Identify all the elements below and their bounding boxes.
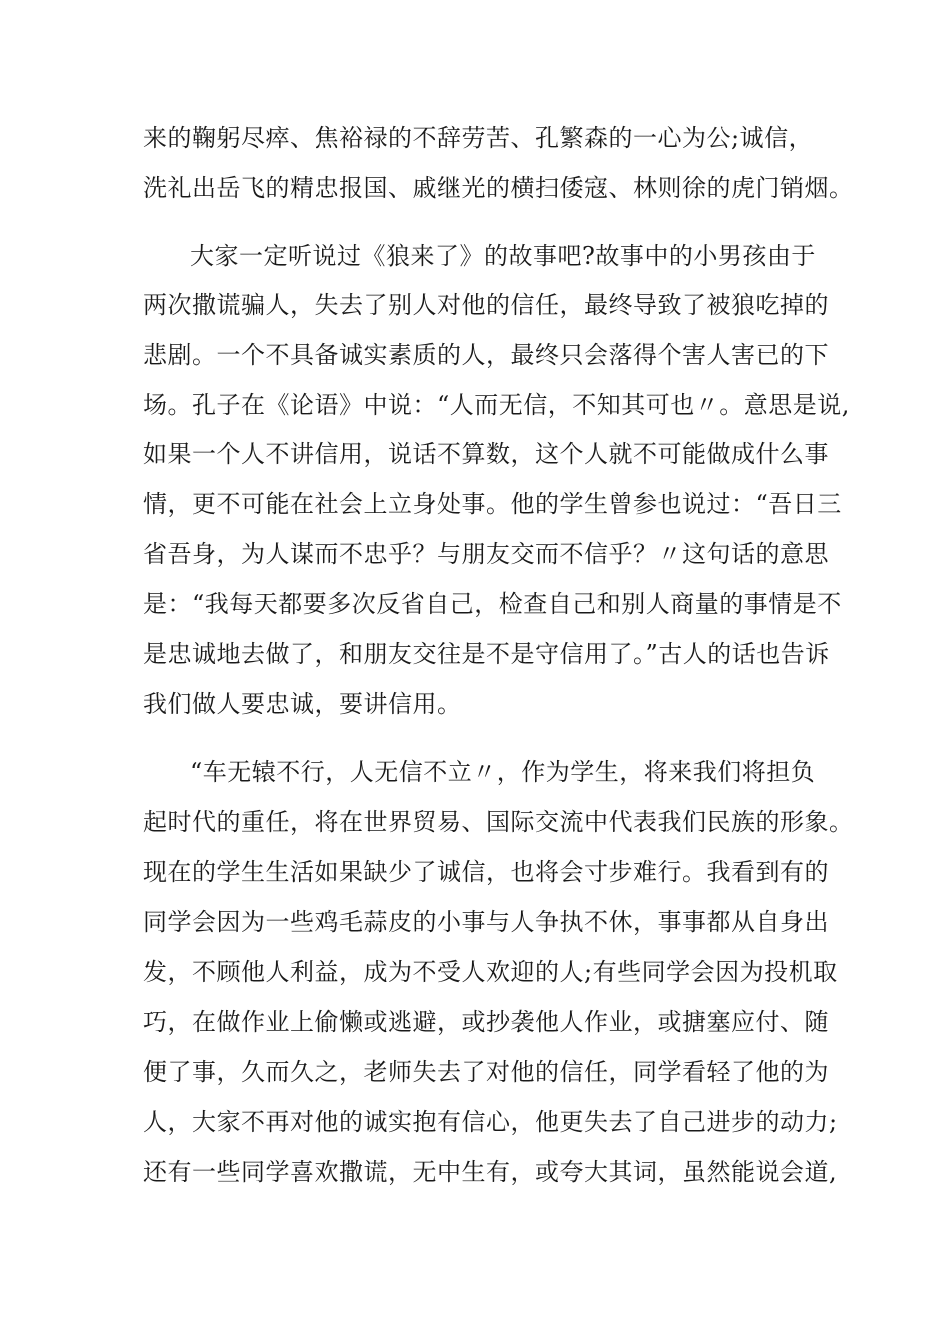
text-line: “车无辕不行，人无信不立〃，作为学生，将来我们将担负 — [190, 758, 816, 786]
text-line: 人，大家不再对他的诚实抱有信心，他更失去了自己进步的动力; — [143, 1108, 838, 1136]
text-line: 情，更不可能在社会上立身处事。他的学生曾参也说过：“吾日三 — [143, 490, 842, 518]
text-line: 是：“我每天都要多次反省自己，检查自己和别人商量的事情是不 — [143, 590, 842, 618]
text-line: 便了事，久而久之，老师失去了对他的信任，同学看轻了他的为 — [143, 1058, 829, 1086]
text-line: 悲剧。一个不具备诚实素质的人，最终只会落得个害人害已的下 — [143, 341, 829, 369]
text-line: 两次撒谎骗人，失去了别人对他的信任，最终导致了被狼吃掉的 — [143, 291, 829, 319]
text-line: 省吾身，为人谋而不忠乎？与朋友交而不信乎？〃这句话的意思 — [143, 540, 829, 568]
text-line: 是忠诚地去做了，和朋友交往是不是守信用了。”古人的话也告诉 — [143, 640, 830, 668]
text-line: 现在的学生生活如果缺少了诚信，也将会寸步难行。我看到有的 — [143, 858, 829, 886]
text-line: 场。孔子在《论语》中说：“人而无信，不知其可也〃。意思是说, — [143, 391, 850, 419]
text-line: 巧，在做作业上偷懒或逃避，或抄袭他人作业，或搪塞应付、随 — [143, 1008, 829, 1036]
text-line: 如果一个人不讲信用，说话不算数，这个人就不可能做成什么事 — [143, 440, 829, 468]
text-line: 同学会因为一些鸡毛蒜皮的小事与人争执不休，事事都从自身出 — [143, 908, 829, 936]
text-line: 还有一些同学喜欢撒谎，无中生有，或夸大其词，虽然能说会道, — [143, 1158, 838, 1186]
text-line: 发，不顾他人利益，成为不受人欢迎的人;有些同学会因为投机取 — [143, 958, 838, 986]
text-line: 洗礼出岳飞的精忠报国、戚继光的横扫倭寇、林则徐的虎门销烟。 — [143, 174, 854, 202]
text-line: 起时代的重任，将在世界贸易、国际交流中代表我们民族的形象。 — [143, 808, 854, 836]
text-line: 大家一定听说过《狼来了》的故事吧?故事中的小男孩由于 — [190, 242, 816, 270]
text-line: 来的鞠躬尽瘁、焦裕禄的不辞劳苦、孔繁森的一心为公;诚信， — [143, 124, 814, 152]
text-line: 我们做人要忠诚，要讲信用。 — [143, 690, 462, 718]
